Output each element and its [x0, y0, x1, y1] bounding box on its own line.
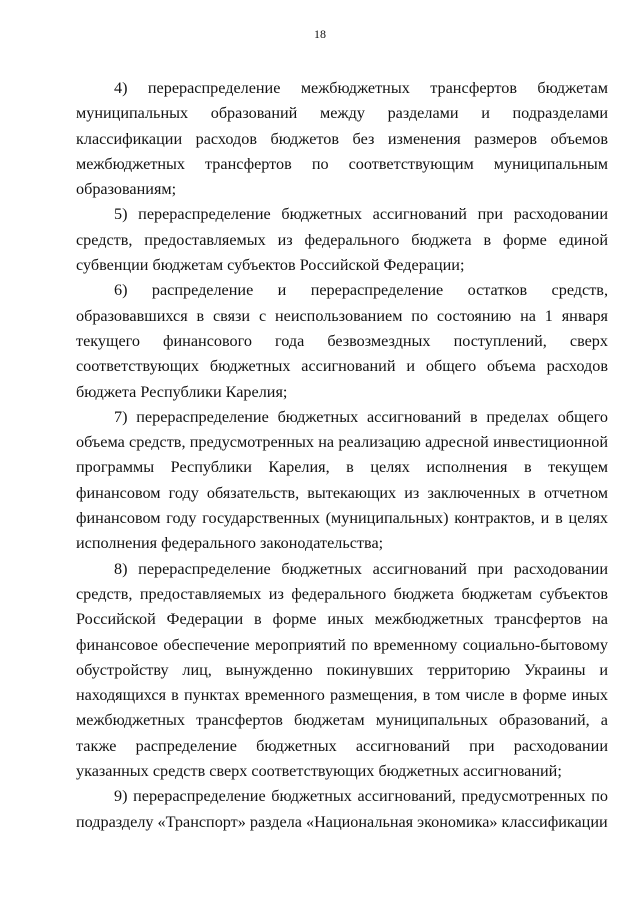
paragraph-item-9: 9) перераспределение бюджетных ассигнований, предусмотренных по подразделу «Транспорт» раздела «Национальная экономика» классификации: [76, 787, 608, 831]
paragraph-item-8: 8) перераспределение бюджетных ассигнований при расходовании средств, предоставляемых из федерального бюджета бюджетам субъектов Российской Федерации в форме иных межбюджетных трансфертов на финансовое обеспечение мероприятий по временному социально-бытовому обустройству лиц, вынужденно покинувших территорию Украины и находящихся в пунктах временного размещения, в том числе в форме иных межбюджетных трансфертов бюджетам муниципальных образований, а также распределение бюджетных ассигнований при расходовании указанных средств сверх соответствующих бюджетных ассигнований;: [76, 559, 608, 781]
paragraph-item-5: 5) перераспределение бюджетных ассигнований при расходовании средств, предоставляемых из федерального бюджета в форме единой субвенции бюджетам субъектов Российской Федерации;: [76, 205, 608, 275]
paragraph-item-7: 7) перераспределение бюджетных ассигнований в пределах общего объема средств, предусмотренных на реализацию адресной инвестиционной программы Республики Карелия, в целях исполнения в текущем финансовом году обязательств, вытекающих из заключенных в отчетном финансовом году государственных (муниципальных) контрактов, и в целях исполнения федерального законодательства;: [76, 407, 608, 553]
page-number: 18: [314, 27, 326, 41]
paragraph-item-6: 6) распределение и перераспределение остатков средств, образовавшихся в связи с неиспользованием по состоянию на 1 января текущего финансового года безвозмездных поступлений, сверх соответствующих бюджетных ассигнований и общего объема расходов бюджета Республики Карелия;: [76, 281, 608, 401]
paragraph-item-4: 4) перераспределение межбюджетных трансфертов бюджетам муниципальных образований между разделами и подразделами классификации расходов бюджетов без изменения размеров объемов межбюджетных трансфертов по соответствующим муниципальным образованиям;: [76, 79, 608, 199]
document-body: [76, 76, 608, 835]
